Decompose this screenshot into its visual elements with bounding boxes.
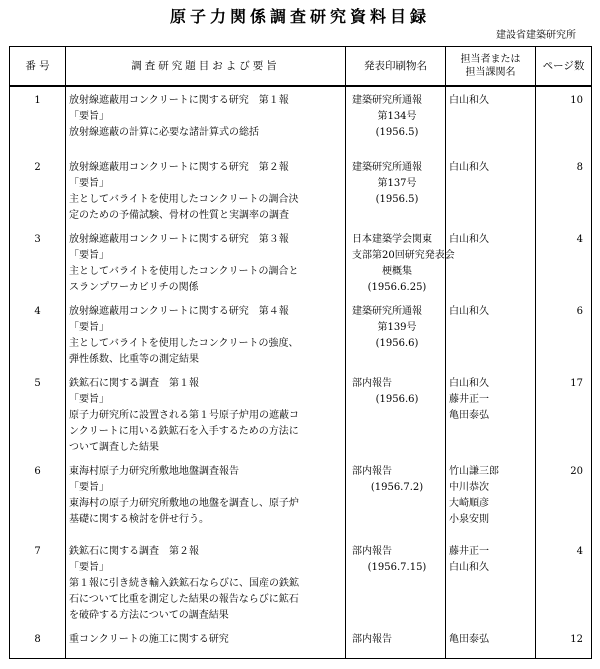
subject-line: 重コンクリートの施工に関する研究 [69, 634, 229, 645]
row-persons [446, 542, 536, 630]
header-person-line2: 担当課関名 [465, 67, 516, 78]
summary-label: 「要旨」 [69, 482, 109, 493]
table-row [10, 86, 592, 158]
table-row [10, 302, 592, 374]
header-subject: 調査研究題目および要旨 [66, 47, 346, 87]
person-name: 白山和久 [449, 95, 489, 106]
subject-line: 放射線遮蔽の計算に必要な諸計算式の総括 [69, 127, 259, 138]
subject-line: ンクリートに用いる鉄鉱石を入手するための方法に [69, 426, 299, 437]
publication-line: 第137号 [377, 178, 417, 189]
subject-line: 鉄鉱石に関する調査 第１報 [69, 378, 199, 389]
person-name: 白山和久 [449, 562, 489, 573]
publication-line: 部内報告 [352, 466, 392, 477]
summary-label: 「要旨」 [69, 111, 109, 122]
row-subject [66, 230, 346, 302]
row-pages: 10 [536, 86, 592, 158]
publication-line: 日本建築学会関東 [352, 234, 432, 245]
table-row [10, 158, 592, 230]
person-name: 白山和久 [449, 378, 489, 389]
subject-line: 石について比重を測定した結果の報告ならびに鉱石 [69, 594, 299, 605]
row-subject [66, 158, 346, 230]
subject-line: 鉄鉱石に関する調査 第２報 [69, 546, 199, 557]
header-pages: ページ数 [536, 47, 592, 87]
summary-label: 「要旨」 [69, 250, 109, 261]
page-title: 原子力関係調査研究資料目録 [169, 7, 430, 26]
publication-line: (1956.6) [375, 394, 419, 405]
row-number: 7 [10, 542, 66, 630]
summary-label: 「要旨」 [69, 394, 109, 405]
row-persons [446, 374, 536, 462]
row-pages: 4 [536, 542, 592, 630]
row-publication [346, 630, 446, 658]
row-subject [66, 374, 346, 462]
summary-label: 「要旨」 [69, 562, 109, 573]
row-number: 8 [10, 630, 66, 658]
publication-line: (1956.6) [375, 338, 419, 349]
row-pages: 17 [536, 374, 592, 462]
row-number: 6 [10, 462, 66, 542]
row-number: 3 [10, 230, 66, 302]
table-header-row [10, 47, 592, 87]
subject-line: 主としてバライトを使用したコンクリートの強度、 [69, 338, 299, 349]
person-name: 中川恭次 [449, 482, 489, 493]
publication-line: 第134号 [377, 111, 417, 122]
row-pages: 12 [536, 630, 592, 658]
row-subject [66, 630, 346, 658]
table-row [10, 462, 592, 542]
row-persons [446, 302, 536, 374]
person-name: 藤井正一 [449, 394, 489, 405]
summary-label: 「要旨」 [69, 178, 109, 189]
subject-line: を破砕する方法についての調査結果 [69, 610, 229, 621]
publication-line: 梗概集 [382, 266, 412, 277]
row-subject [66, 302, 346, 374]
row-publication [346, 302, 446, 374]
row-number: 1 [10, 86, 66, 158]
subject-line: 主としてバライトを使用したコンクリートの調合決 [69, 194, 299, 205]
row-number: 5 [10, 374, 66, 462]
row-pages: 20 [536, 462, 592, 542]
publication-line: (1956.7.15) [367, 562, 427, 573]
table-row [10, 630, 592, 658]
person-name: 亀田泰弘 [449, 410, 489, 421]
person-name: 大崎順彦 [449, 498, 489, 509]
subject-line: 放射線遮蔽用コンクリートに関する研究 第４報 [69, 306, 289, 317]
header-person-line1: 担当者または [460, 54, 521, 65]
publication-line: (1956.6.25) [367, 282, 427, 293]
person-name: 竹山謙三郎 [449, 466, 499, 477]
row-subject [66, 462, 346, 542]
subject-line: 主としてバライトを使用したコンクリートの調合と [69, 266, 299, 277]
publication-line: (1956.5) [375, 127, 419, 138]
header-publication: 発表印刷物名 [346, 47, 446, 87]
table-row [10, 230, 592, 302]
organization-name: 建設省建築研究所 [496, 30, 576, 41]
row-persons [446, 86, 536, 158]
row-persons [446, 630, 536, 658]
table-row [10, 374, 592, 462]
subject-line: 原子力研究所に設置される第１号原子炉用の遮蔽コ [69, 410, 299, 421]
row-number: 2 [10, 158, 66, 230]
publication-line: 建築研究所通報 [352, 306, 422, 317]
subject-line: 基礎に関する検討を併せ行う。 [69, 514, 209, 525]
subject-line: 第１報に引き続き輸入鉄鉱石ならびに、国産の鉄鉱 [69, 578, 299, 589]
row-subject [66, 86, 346, 158]
subject-line: スランプワーカビリチの関係 [69, 282, 199, 293]
subject-line: 弾性係数、比重等の測定結果 [69, 354, 199, 365]
subject-line: ついて調査した結果 [69, 442, 159, 453]
publication-line: (1956.7.2) [370, 482, 424, 493]
row-number: 4 [10, 302, 66, 374]
row-pages: 4 [536, 230, 592, 302]
subject-line: 放射線遮蔽用コンクリートに関する研究 第２報 [69, 162, 289, 173]
row-publication [346, 374, 446, 462]
person-name: 亀田泰弘 [449, 634, 489, 645]
row-persons [446, 158, 536, 230]
person-name: 白山和久 [449, 306, 489, 317]
subject-line: 東海村の原子力研究所敷地の地盤を調査し、原子炉 [69, 498, 299, 509]
subject-line: 定のための予備試験、骨材の性質と実調率の調査 [69, 210, 289, 221]
row-publication [346, 462, 446, 542]
header-person [446, 47, 536, 87]
row-publication [346, 542, 446, 630]
table-row [10, 542, 592, 630]
row-pages: 6 [536, 302, 592, 374]
catalog-table [9, 46, 592, 659]
publication-line: 部内報告 [352, 634, 392, 645]
subject-line: 東海村原子力研究所敷地地盤調査報告 [69, 466, 239, 477]
publication-line: 建築研究所通報 [352, 95, 422, 106]
subject-line: 放射線遮蔽用コンクリートに関する研究 第３報 [69, 234, 289, 245]
subject-line: 放射線遮蔽用コンクリートに関する研究 第１報 [69, 95, 289, 106]
publication-line: 第139号 [377, 322, 417, 333]
person-name: 藤井正一 [449, 546, 489, 557]
publication-line: 建築研究所通報 [352, 162, 422, 173]
publication-line: 部内報告 [352, 546, 392, 557]
summary-label: 「要旨」 [69, 322, 109, 333]
publication-line: 支部第20回研究発表会 [352, 250, 455, 261]
row-persons [446, 462, 536, 542]
publication-line: (1956.5) [375, 194, 419, 205]
table-body [10, 86, 592, 658]
row-pages: 8 [536, 158, 592, 230]
row-persons [446, 230, 536, 302]
row-publication [346, 86, 446, 158]
row-publication [346, 230, 455, 302]
header-number: 番 号 [10, 47, 66, 87]
row-subject [66, 542, 346, 630]
row-publication [346, 158, 446, 230]
publication-line: 部内報告 [352, 378, 392, 389]
person-name: 小泉安則 [449, 514, 489, 525]
person-name: 白山和久 [449, 234, 489, 245]
person-name: 白山和久 [449, 162, 489, 173]
